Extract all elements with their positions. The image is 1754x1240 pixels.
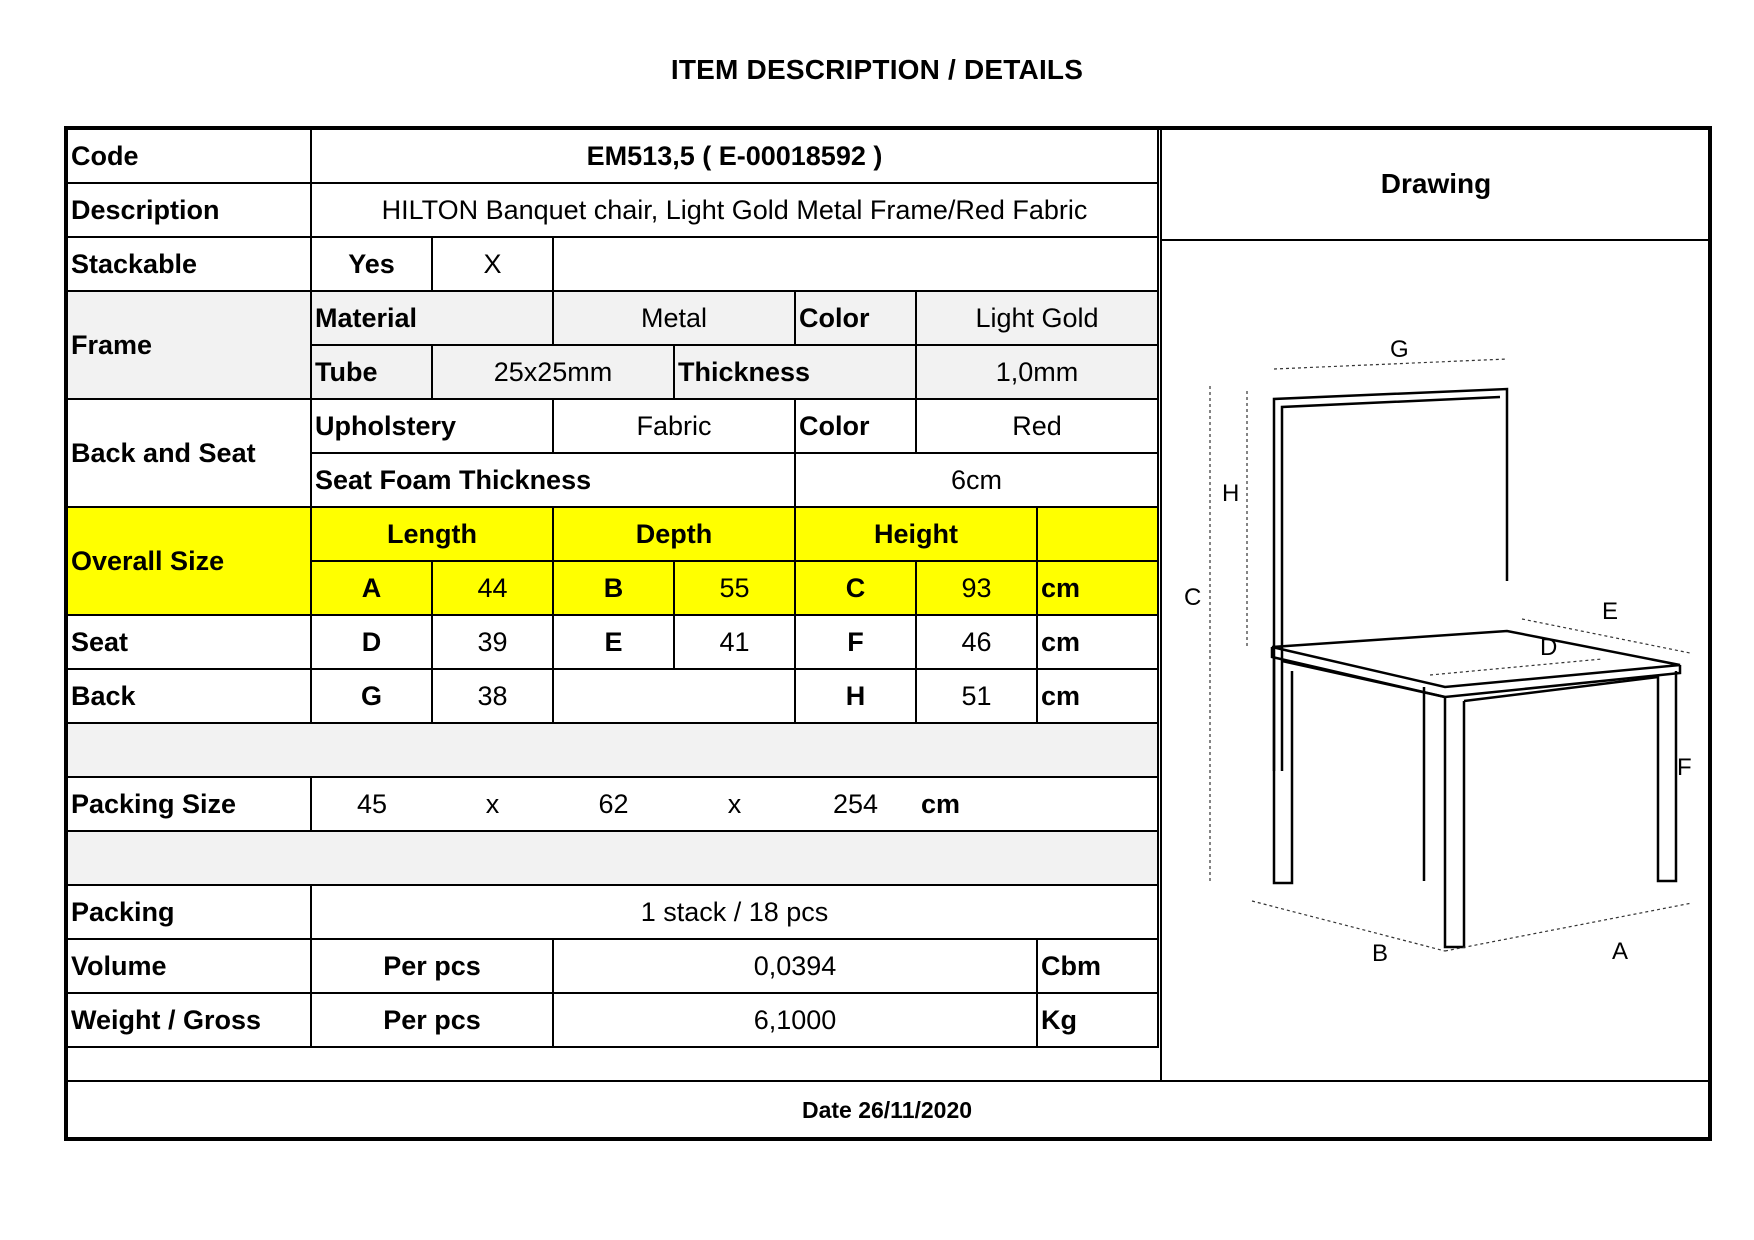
- seat-color-value: Red: [916, 399, 1158, 453]
- back-unit: cm: [1037, 669, 1158, 723]
- thickness-value: 1,0mm: [916, 345, 1158, 399]
- dim-d-label: D: [311, 615, 432, 669]
- page-title: ITEM DESCRIPTION / DETAILS: [670, 54, 1084, 85]
- spec-sheet: [66, 128, 1710, 1139]
- row-weight: [67, 993, 1158, 1047]
- tube-label: Tube: [311, 345, 432, 399]
- row-stackable: [67, 237, 1158, 291]
- row-spacer-1: [67, 723, 1158, 777]
- row-packing: [67, 885, 1158, 939]
- back-seat-label: Back and Seat: [67, 399, 311, 507]
- packing-size-x2: x: [674, 777, 795, 831]
- description-label: Description: [67, 183, 311, 237]
- chair-drawing: [1162, 241, 1710, 1079]
- packing-label: Packing: [67, 885, 311, 939]
- volume-label: Volume: [67, 939, 311, 993]
- row-description: [67, 183, 1158, 237]
- packing-size-x1: x: [432, 777, 553, 831]
- foam-label: Seat Foam Thickness: [311, 453, 795, 507]
- row-seat: [67, 615, 1158, 669]
- seat-label: Seat: [67, 615, 311, 669]
- volume-value: 0,0394: [553, 939, 1037, 993]
- volume-per: Per pcs: [311, 939, 553, 993]
- drawing-panel: [1160, 128, 1710, 1080]
- dim-b-label: B: [553, 561, 674, 615]
- foam-value: 6cm: [795, 453, 1158, 507]
- packing-size-unit: cm: [916, 777, 1158, 831]
- weight-value: 6,1000: [553, 993, 1037, 1047]
- dim-label-a: A: [1612, 938, 1629, 965]
- upholstery-value: Fabric: [553, 399, 795, 453]
- packing-size-depth: 62: [553, 777, 674, 831]
- description-value: HILTON Banquet chair, Light Gold Metal Frame/Red Fabric: [311, 183, 1158, 237]
- dim-g-label: G: [311, 669, 432, 723]
- dim-f-label: F: [795, 615, 916, 669]
- dim-b-value: 55: [674, 561, 795, 615]
- weight-unit: Kg: [1037, 993, 1158, 1047]
- row-frame-material: [67, 291, 1158, 345]
- dim-e-label: E: [553, 615, 674, 669]
- volume-unit: Cbm: [1037, 939, 1158, 993]
- frame-label: Frame: [67, 291, 311, 399]
- dim-label-b: B: [1372, 940, 1389, 967]
- dim-a-value: 44: [432, 561, 553, 615]
- overall-unit: cm: [1037, 561, 1158, 615]
- spec-table: [66, 128, 1159, 1048]
- row-upholstery: [67, 399, 1158, 453]
- dim-a-label: A: [311, 561, 432, 615]
- seat-unit: cm: [1037, 615, 1158, 669]
- material-value: Metal: [553, 291, 795, 345]
- weight-per: Per pcs: [311, 993, 553, 1047]
- dim-label-f: F: [1677, 754, 1692, 781]
- overall-empty: [1037, 507, 1158, 561]
- depth-header: Depth: [553, 507, 795, 561]
- spacer-row: [67, 723, 1158, 777]
- height-header: Height: [795, 507, 1037, 561]
- length-header: Length: [311, 507, 553, 561]
- row-spacer-2: [67, 831, 1158, 885]
- packing-size-width: 45: [311, 777, 432, 831]
- dim-label-c: C: [1184, 584, 1202, 611]
- packing-size-label: Packing Size: [67, 777, 311, 831]
- dim-label-g: G: [1390, 336, 1409, 363]
- weight-label: Weight / Gross: [67, 993, 311, 1047]
- code-value: EM513,5 ( E-00018592 ): [311, 129, 1158, 183]
- row-volume: [67, 939, 1158, 993]
- back-label: Back: [67, 669, 311, 723]
- thickness-label: Thickness: [674, 345, 916, 399]
- stackable-label: Stackable: [67, 237, 311, 291]
- drawing-header: Drawing: [1162, 128, 1710, 241]
- spacer-row: [67, 831, 1158, 885]
- packing-size-height: 254: [795, 777, 916, 831]
- frame-color-label: Color: [795, 291, 916, 345]
- dim-c-label: C: [795, 561, 916, 615]
- frame-color-value: Light Gold: [916, 291, 1158, 345]
- upholstery-label: Upholstery: [311, 399, 553, 453]
- row-packing-size: [67, 777, 1158, 831]
- overall-label: Overall Size: [67, 507, 311, 615]
- row-overall-head: [67, 507, 1158, 561]
- chair-outline: [1272, 389, 1680, 947]
- dim-label-e: E: [1602, 598, 1619, 625]
- row-back: [67, 669, 1158, 723]
- back-empty: [553, 669, 795, 723]
- dim-d-value: 39: [432, 615, 553, 669]
- dim-label-d: D: [1540, 634, 1558, 661]
- stackable-empty: [553, 237, 1158, 291]
- seat-color-label: Color: [795, 399, 916, 453]
- stackable-yes: Yes: [311, 237, 432, 291]
- code-label: Code: [67, 129, 311, 183]
- dim-h-label: H: [795, 669, 916, 723]
- tube-value: 25x25mm: [432, 345, 674, 399]
- dim-label-h: H: [1222, 480, 1240, 507]
- dim-f-value: 46: [916, 615, 1037, 669]
- dim-c-value: 93: [916, 561, 1037, 615]
- packing-value: 1 stack / 18 pcs: [311, 885, 1158, 939]
- date-footer: Date 26/11/2020: [66, 1080, 1708, 1139]
- row-code: [67, 129, 1158, 183]
- dim-e-value: 41: [674, 615, 795, 669]
- dim-g-value: 38: [432, 669, 553, 723]
- material-label: Material: [311, 291, 553, 345]
- stackable-mark: X: [432, 237, 553, 291]
- dim-h-value: 51: [916, 669, 1037, 723]
